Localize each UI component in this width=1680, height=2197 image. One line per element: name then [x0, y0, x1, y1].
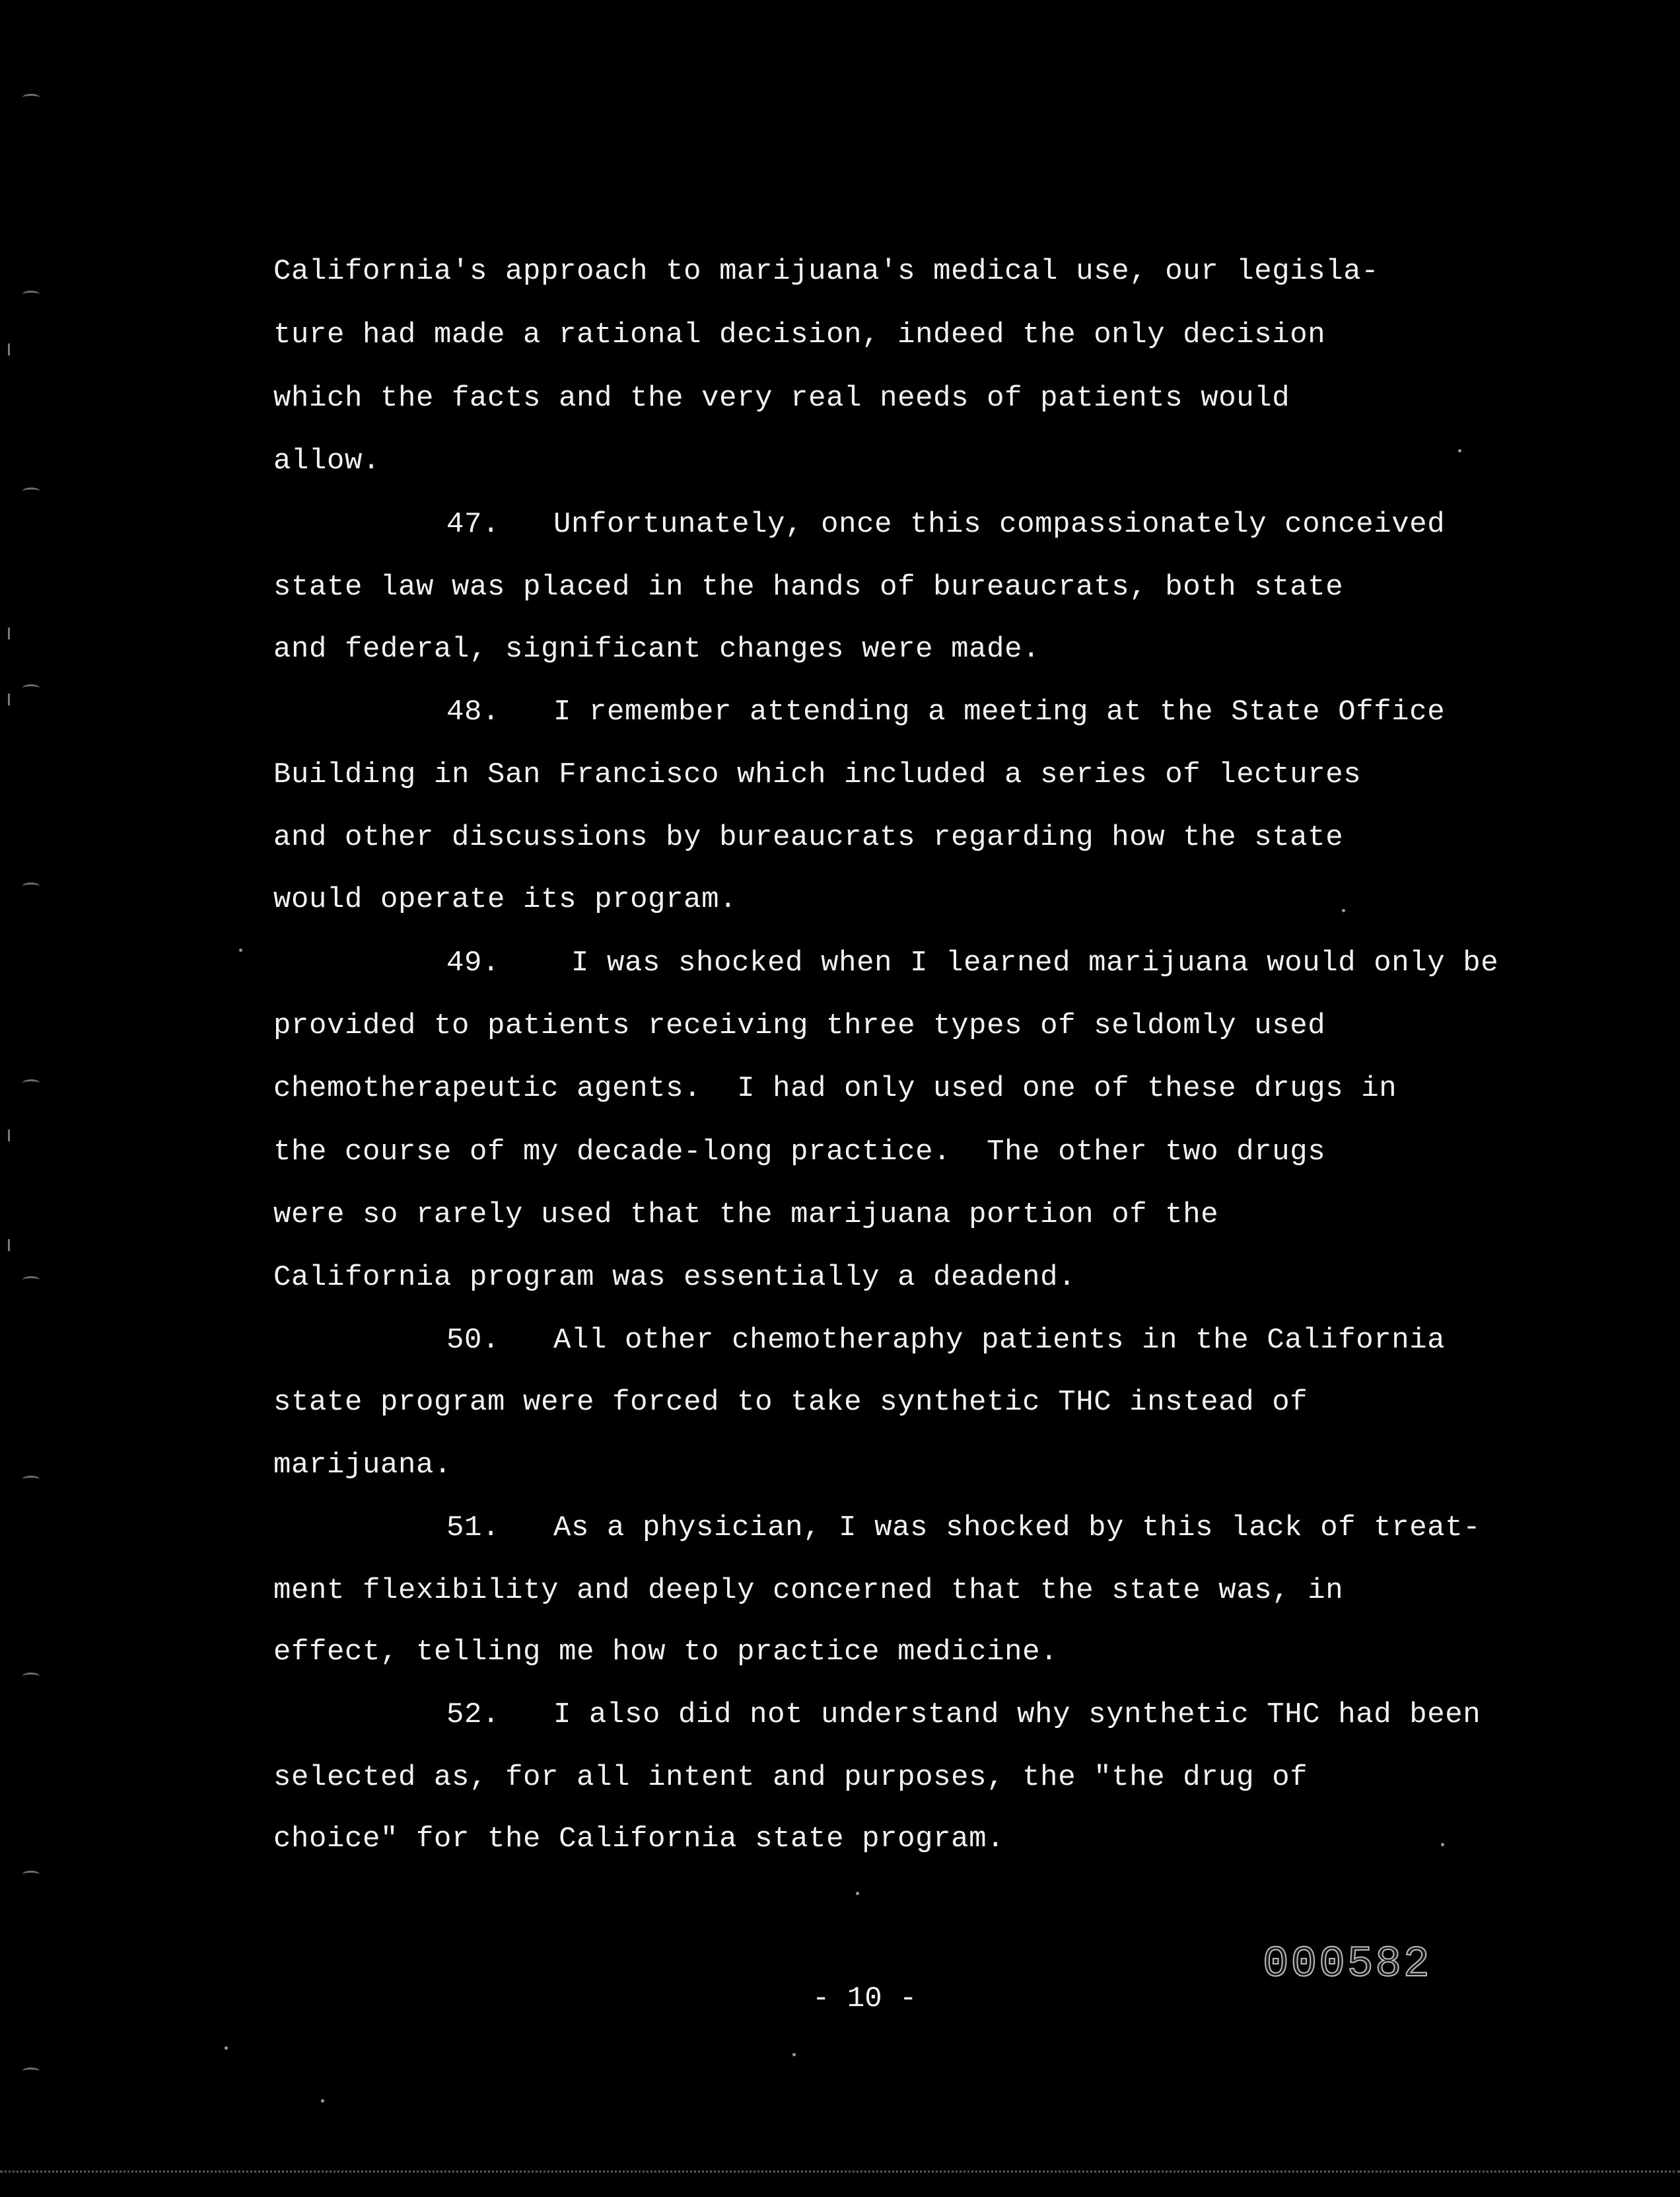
text-line: Building in San Francisco which included a series of lectures [273, 758, 1362, 791]
paragraph-52-start: 52. I also did not understand why synthetic THC had been [446, 1698, 1481, 1731]
text-line: allow. [273, 445, 381, 478]
punch-hole-mark [22, 1276, 40, 1283]
scan-artifact [856, 1892, 859, 1895]
text-line: effect, telling me how to practice medicine. [273, 1636, 1059, 1669]
scan-artifact [1342, 909, 1345, 912]
punch-hole-mark [22, 1673, 40, 1680]
scan-artifact [8, 628, 10, 639]
scan-artifact [8, 1239, 10, 1251]
text-line: state law was placed in the hands of bureaucrats, both state [273, 571, 1344, 604]
scan-artifact [8, 343, 10, 355]
text-line: and other discussions by bureaucrats regarding how the state [273, 821, 1344, 854]
page-bottom-edge [0, 2171, 1680, 2173]
punch-hole-mark [22, 1079, 40, 1087]
text-line: selected as, for all intent and purposes, the "the drug of [273, 1761, 1308, 1794]
paragraph-51-start: 51. As a physician, I was shocked by this lack of treat- [446, 1511, 1481, 1544]
scan-artifact [239, 949, 242, 952]
text-line: would operate its program. [273, 883, 738, 916]
paragraph-48-start: 48. I remember attending a meeting at the State Office [446, 696, 1446, 729]
punch-hole-mark [22, 2068, 40, 2075]
text-line: which the facts and the very real needs of patients would [273, 382, 1290, 415]
punch-hole-mark [22, 1871, 40, 1878]
page-number: - 10 - [812, 1982, 917, 2015]
punch-hole-mark [22, 487, 40, 495]
punch-hole-mark [22, 1476, 40, 1483]
scan-artifact [1458, 449, 1461, 452]
scan-artifact [8, 1130, 10, 1141]
text-line: choice" for the California state program. [273, 1822, 1005, 1855]
scan-artifact [8, 694, 10, 705]
paragraph-47-start: 47. Unfortunately, once this compassionately conceived [446, 508, 1446, 541]
text-line: provided to patients receiving three types of seldomly used [273, 1009, 1326, 1042]
text-line: California program was essentially a deadend. [273, 1261, 1076, 1294]
text-line: ture had made a rational decision, indeed the only decision [273, 318, 1326, 351]
text-line: were so rarely used that the marijuana portion of the [273, 1198, 1219, 1231]
text-line: ment flexibility and deeply concerned that the state was, in [273, 1574, 1344, 1607]
punch-hole-mark [22, 882, 40, 890]
scan-artifact [1441, 1843, 1444, 1846]
text-line: and federal, significant changes were made. [273, 633, 1041, 666]
text-line: marijuana. [273, 1449, 452, 1482]
text-line: California's approach to marijuana's medical use, our legisla- [273, 255, 1380, 288]
paragraph-49-start: 49. I was shocked when I learned marijuana would only be [446, 947, 1499, 980]
bates-stamp: 000582 [1263, 1939, 1432, 1989]
text-line: the course of my decade-long practice. The other two drugs [273, 1135, 1326, 1169]
punch-hole-mark [22, 684, 40, 692]
paragraph-50-start: 50. All other chemotheraphy patients in the California [446, 1324, 1446, 1357]
punch-hole-mark [22, 291, 40, 298]
punch-hole-mark [22, 94, 40, 101]
scan-artifact [225, 2046, 228, 2050]
scan-artifact [792, 2053, 796, 2056]
scan-artifact [321, 2099, 324, 2103]
text-line: chemotherapeutic agents. I had only used one of these drugs in [273, 1072, 1397, 1105]
text-line: state program were forced to take synthetic THC instead of [273, 1386, 1308, 1419]
